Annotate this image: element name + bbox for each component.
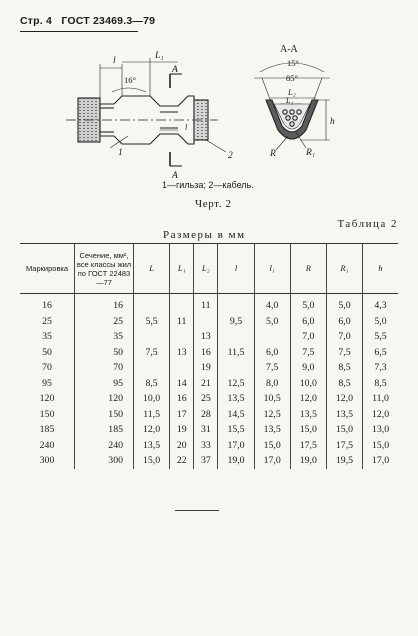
table-cell	[170, 329, 194, 345]
table-cell: 50	[42, 346, 52, 358]
sleeve-drawing	[0, 0, 418, 200]
table-cell: 11,5	[134, 407, 170, 423]
label-part1: 1	[118, 148, 123, 158]
col-l1: l₁	[254, 244, 290, 294]
table-cell: 17,0	[363, 453, 398, 469]
table-cell: 17,5	[290, 438, 326, 454]
table-cell: 25	[75, 314, 134, 330]
label-L3: L₁	[286, 96, 294, 105]
table-cell: 8,5	[363, 376, 398, 392]
table-cell: 4,0	[254, 294, 290, 314]
table-cell: 13,5	[218, 391, 254, 407]
table-cell	[170, 294, 194, 314]
table-cell	[254, 329, 290, 345]
table-cell: 11	[194, 294, 218, 314]
label-b: l	[185, 123, 188, 132]
col-section: Сечение, мм², все классы жил по ГОСТ 22483—77	[75, 244, 134, 294]
table-cell	[218, 329, 254, 345]
table-cell: 12,0	[363, 407, 398, 423]
table-cell: 7,5	[326, 345, 362, 361]
table-cell	[134, 360, 170, 376]
table-row	[20, 314, 398, 330]
table-row	[20, 453, 398, 469]
table-cell: 10,0	[290, 376, 326, 392]
table-cell: 15,5	[218, 422, 254, 438]
table-cell: 10,5	[254, 391, 290, 407]
table-cell: 19,5	[326, 453, 362, 469]
table-cell: 12,5	[218, 376, 254, 392]
label-R: R	[270, 149, 276, 159]
table-cell: 6,5	[363, 345, 398, 361]
col-h: h	[363, 244, 398, 294]
table-cell: 19	[194, 360, 218, 376]
label-h: h	[330, 117, 335, 127]
table-cell	[194, 314, 218, 330]
bottom-rule	[175, 510, 219, 511]
table-row	[20, 329, 398, 345]
table-cell	[134, 294, 170, 314]
standard-number: ГОСТ 23469.3—79	[61, 15, 156, 27]
col-marking: Маркировка	[20, 244, 75, 294]
table-cell: 16	[170, 391, 194, 407]
label-section-bottom: А	[172, 171, 178, 181]
table-cell	[218, 294, 254, 314]
table-cell: 35	[42, 331, 52, 343]
table-cell	[170, 360, 194, 376]
table-cell: 16	[194, 345, 218, 361]
table-row	[20, 345, 398, 361]
col-L1: L₁	[170, 244, 194, 294]
table-cell: 25	[42, 315, 52, 327]
label-L1: L₁	[155, 51, 164, 61]
table-cell: 11	[170, 314, 194, 330]
table-cell: 70	[75, 360, 134, 376]
table-row	[20, 438, 398, 454]
table-cell: 17	[170, 407, 194, 423]
label-section-title: А-А	[280, 44, 298, 55]
col-R1: R₁	[326, 244, 362, 294]
label-angle-85: 85°	[286, 73, 298, 83]
col-L: L	[134, 244, 170, 294]
table-cell: 28	[194, 407, 218, 423]
table-cell: 17,0	[218, 438, 254, 454]
table-cell: 7,0	[326, 329, 362, 345]
table-cell: 16	[75, 294, 134, 314]
table-row	[20, 391, 398, 407]
table-cell: 4,3	[363, 294, 398, 314]
table-cell: 12,0	[134, 422, 170, 438]
table-cell: 6,0	[326, 314, 362, 330]
table-cell: 6,0	[290, 314, 326, 330]
table-cell: 12,5	[254, 407, 290, 423]
table-cell: 13	[194, 329, 218, 345]
table-cell: 7,5	[290, 345, 326, 361]
col-L2: L₂	[194, 244, 218, 294]
table-cell: 5,0	[326, 294, 362, 314]
table-cell: 13,5	[254, 422, 290, 438]
table-cell: 14,5	[218, 407, 254, 423]
table-subtitle: Размеры в мм	[163, 229, 246, 241]
dimensions-table	[20, 243, 398, 469]
table-cell: 16	[42, 300, 52, 312]
table-cell: 8,0	[254, 376, 290, 392]
table-cell: 19,0	[218, 453, 254, 469]
page-number: Стр. 4	[20, 15, 53, 27]
table-cell	[218, 360, 254, 376]
table-cell: 13,5	[134, 438, 170, 454]
table-cell: 185	[39, 424, 55, 436]
label-L2: L₂	[288, 87, 296, 97]
table-cell: 300	[75, 453, 134, 469]
table-cell: 70	[42, 362, 52, 374]
table-cell: 12,0	[326, 391, 362, 407]
table-cell: 31	[194, 422, 218, 438]
table-cell: 37	[194, 453, 218, 469]
table-cell: 5,0	[254, 314, 290, 330]
table-cell: 95	[42, 377, 52, 389]
table-cell: 14	[170, 376, 194, 392]
table-cell: 5,5	[363, 329, 398, 345]
table-row	[20, 294, 398, 314]
table-cell: 13	[170, 345, 194, 361]
table-cell: 22	[170, 453, 194, 469]
table-cell: 19,0	[290, 453, 326, 469]
table-cell: 240	[75, 438, 134, 454]
table-cell: 95	[75, 376, 134, 392]
table-cell: 13,0	[363, 422, 398, 438]
figure-caption: Черт. 2	[195, 198, 232, 210]
table-cell: 17,0	[254, 453, 290, 469]
table-row	[20, 422, 398, 438]
table-cell: 19	[170, 422, 194, 438]
table-cell: 8,5	[134, 376, 170, 392]
table-cell: 13,5	[290, 407, 326, 423]
table-row	[20, 360, 398, 376]
table-cell: 8,5	[326, 376, 362, 392]
table-cell: 15,0	[363, 438, 398, 454]
col-R: R	[290, 244, 326, 294]
table-cell: 6,0	[254, 345, 290, 361]
label-section-top: А	[172, 65, 178, 75]
table-header-row	[20, 244, 398, 294]
label-angle-15: 15°	[287, 58, 299, 68]
label-part2: 2	[228, 151, 233, 161]
table-cell: 300	[39, 455, 55, 467]
table-cell: 7,3	[363, 360, 398, 376]
table-cell: 13,5	[326, 407, 362, 423]
table-cell: 50	[75, 345, 134, 361]
table-cell: 15,0	[254, 438, 290, 454]
table-cell: 7,5	[134, 345, 170, 361]
table-cell: 33	[194, 438, 218, 454]
table-cell: 11,0	[363, 391, 398, 407]
label-l: l	[113, 56, 116, 66]
table-cell: 150	[75, 407, 134, 423]
table-cell	[134, 329, 170, 345]
table-cell: 15,0	[326, 422, 362, 438]
col-l: l	[218, 244, 254, 294]
table-cell: 5,0	[290, 294, 326, 314]
table-cell: 15,0	[134, 453, 170, 469]
table-title: Таблица 2	[337, 218, 398, 230]
table-cell: 25	[194, 391, 218, 407]
table-cell: 120	[75, 391, 134, 407]
table-cell: 240	[39, 439, 55, 451]
table-cell: 20	[170, 438, 194, 454]
table-cell: 21	[194, 376, 218, 392]
table-cell: 8,5	[326, 360, 362, 376]
table-cell: 15,0	[290, 422, 326, 438]
label-angle-16: 16°	[124, 75, 136, 85]
table-row	[20, 407, 398, 423]
table-cell: 9,5	[218, 314, 254, 330]
table-cell: 5,0	[363, 314, 398, 330]
table-cell: 35	[75, 329, 134, 345]
table-cell: 9,0	[290, 360, 326, 376]
table-cell: 7,5	[254, 360, 290, 376]
table-cell: 150	[39, 408, 55, 420]
table-cell: 11,5	[218, 345, 254, 361]
table-row	[20, 376, 398, 392]
table-cell: 12,0	[290, 391, 326, 407]
table-cell: 10,0	[134, 391, 170, 407]
table-cell: 120	[39, 393, 55, 405]
table-cell: 7,0	[290, 329, 326, 345]
table-cell: 185	[75, 422, 134, 438]
table-cell: 17,5	[326, 438, 362, 454]
table-cell: 5,5	[134, 314, 170, 330]
label-R1: R₁	[306, 148, 316, 158]
figure-legend: 1—гильза; 2—кабель.	[162, 180, 254, 190]
